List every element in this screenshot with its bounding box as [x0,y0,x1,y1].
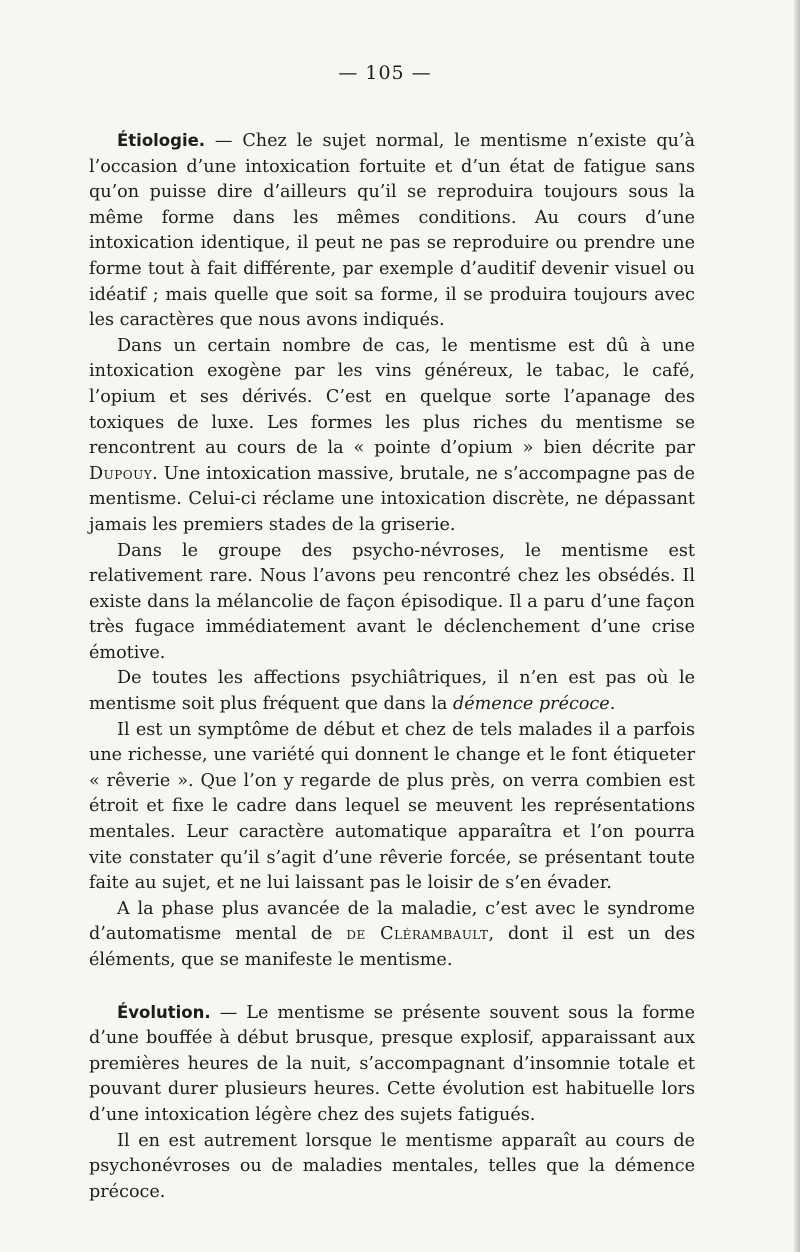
section-heading-etiologie: Étiologie. [117,131,206,150]
paragraph-text: De toutes les affections psychiâtriques, il n’en est pas où le mentisme soit plus fréquent que dans la [89,668,695,715]
paragraph-text: — Chez le sujet normal, le mentisme n’existe qu’à l’occasion d’une intoxication fortuite et d’un état de fatigue sans qu’on puisse dire d’ailleurs qu’il se reproduira toujours sous la même forme dans les mêmes conditions. Au cours d’une intoxication identique, il peut ne pas se reproduire ou prendre une forme tout à fait différente, par exemple d’auditif devenir visuel ou idéatif ; mais quelle que soit sa forme, il se produira toujours avec les caractères que nous avons indiqués. [89,131,695,331]
paragraph-symptome: Il est un symptôme de début et chez de tels malades il a parfois une richesse, une variété qui donnent le change et le font étiqueter « rêverie ». Que l’on y regarde de plus près, on verra combien est étroit et fixe le cadre dans lequel se meuvent les représentations mentales. Leur caractère automatique apparaîtra et l’on pourra vite constater qu’il s’agit d’une rêverie forcée, se présentant toute faite au sujet, et ne lui laissant pas le loisir de s’en évader. [89,719,695,894]
paragraph-affections [89,666,695,717]
paragraph-evolution-intro [89,1000,695,1129]
paragraph-text: — Le mentisme se présente souvent sous la forme d’une bouffée à début brusque, presque explosif, apparaissant aux premières heures de la nuit, s’accompagnant d’insomnie totale et pouvant durer plusieurs heures. Cette évolution est habituelle lors d’une intoxication légère chez des sujets fatigués. [89,1002,695,1125]
paragraph-text: Dans un certain nombre de cas, le mentisme est dû à une intoxication exogène par les vins généreux, le tabac, le café, l’opium et ses dérivés. C’est en quelque sorte l’apanage des toxiques de luxe. Les formes les plus riches du mentisme se rencontrent au cours de la « pointe d’opium » bien décrite par [89,335,695,459]
paragraph-text: A la phase plus avancée de la maladie, c’est avec le syndrome d’automatisme mental de [89,898,695,945]
paragraph-etiologie-intro [89,128,695,334]
emphasis-demence-precoce: démence précoce [452,694,610,715]
paragraph-psychonevroses: Il en est autrement lorsque le mentisme apparaît au cours de psychonévroses ou de maladies mentales, telles que la démence précoce. [89,1130,695,1202]
paragraph-text: , dont il est un des éléments, que se manifeste le mentisme. [89,924,695,970]
paragraph-text: . [609,694,616,715]
author-name-clerambault: de Clérambault [346,924,489,945]
paragraph-phase-avancee [89,897,695,974]
body-text [89,128,695,1205]
page-edge-shadow [794,0,800,1252]
paragraph-psycho-nevroses: Dans le groupe des psycho-névroses, le mentisme est relativement rare. Nous l’avons peu rencontré chez les obsédés. Il existe dans la mélancolie de façon épisodique. Il a paru d’une façon très fugace immédiatement avant le déclenchement d’une crise émotive. [89,540,695,663]
paragraph-text: . Une intoxication massive, brutale, ne s’accompagne pas de mentisme. Celui-ci réclame une intoxication discrète, ne dépassant jamais les premiers stades de la griserie. [89,463,695,535]
section-heading-evolution: Évolution. [117,1002,211,1022]
page-number: — 105 — [338,62,432,84]
author-name-dupouy: Dupouy [89,463,153,484]
paragraph-intoxication [89,334,695,539]
